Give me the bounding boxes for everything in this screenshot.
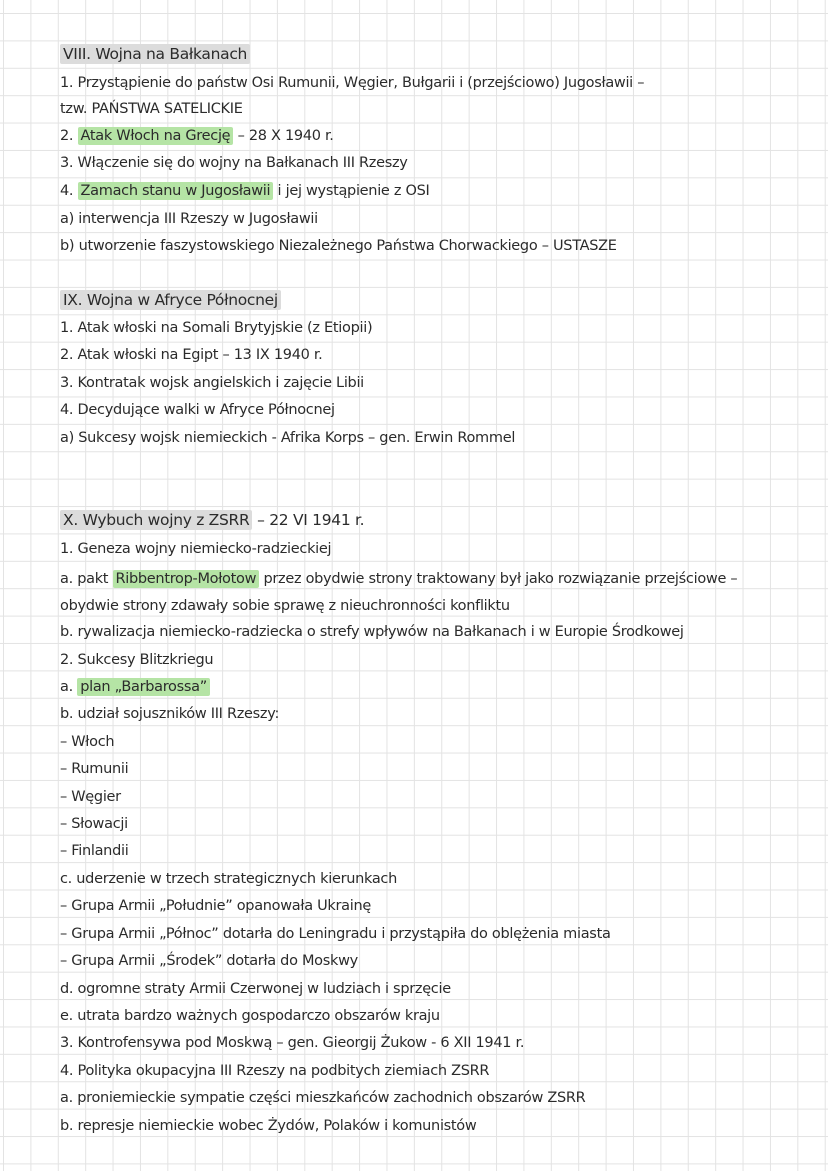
note-line: b. rywalizacja niemiecko-radziecka o strefy wpływów na Bałkanach i w Europie Środkowej [60,624,684,640]
note-line: a. plan „Barbarossa” [60,677,210,697]
note-line: 1. Przystąpienie do państw Osi Rumunii, Węgier, Bułgarii i (przejściowo) Jugosławii – [60,75,645,91]
section-heading-x: X. Wybuch wojny z ZSRR – 22 VI 1941 r. [60,510,364,530]
note-line: 3. Kontratak wojsk angielskich i zajęcie Libii [60,375,364,391]
note-line: – Finlandii [60,843,129,859]
note-line: b. udział sojuszników III Rzeszy: [60,706,280,722]
note-line: 2. Atak Włoch na Grecję – 28 X 1940 r. [60,128,334,144]
note-line: 1. Geneza wojny niemiecko-radzieckiej [60,541,332,557]
note-line: 4. Decydujące walki w Afryce Północnej [60,402,335,418]
note-line: – Grupa Armii „Północ” dotarła do Leningradu i przystąpiła do oblężenia miasta [60,926,611,942]
highlight: Atak Włoch na Grecję [78,127,234,145]
note-line: 1. Atak włoski na Somali Brytyjskie (z Etiopii) [60,320,373,336]
note-line: 2. Atak włoski na Egipt – 13 IX 1940 r. [60,347,323,363]
note-line: d. ogromne straty Armii Czerwonej w ludziach i sprzęcie [60,981,451,997]
note-line: tzw. PAŃSTWA SATELICKIE [60,101,243,117]
note-line: – Grupa Armii „Środek” dotarła do Moskwy [60,953,358,969]
highlight: Ribbentrop-Mołotow [113,570,260,588]
highlight: Zamach stanu w Jugosławii [78,182,274,200]
note-line: – Węgier [60,789,121,805]
note-line: – Słowacji [60,816,128,832]
note-line: – Włoch [60,734,115,750]
section-heading-viii: VIII. Wojna na Bałkanach [60,44,250,64]
note-line: – Rumunii [60,761,129,777]
note-line: b) utworzenie faszystowskiego Niezależnego Państwa Chorwackiego – USTASZE [60,238,617,254]
note-line: c. uderzenie w trzech strategicznych kierunkach [60,871,397,887]
note-line: 3. Włączenie się do wojny na Bałkanach III Rzeszy [60,155,408,171]
highlight: plan „Barbarossa” [77,678,210,696]
note-line: 2. Sukcesy Blitzkriegu [60,652,214,668]
note-line: – Grupa Armii „Południe” opanowała Ukrainę [60,898,372,914]
note-line: 4. Polityka okupacyjna III Rzeszy na podbitych ziemiach ZSRR [60,1063,490,1079]
note-line: 3. Kontrofensywa pod Moskwą – gen. Gieorgij Żukow - 6 XII 1941 r. [60,1035,525,1051]
note-line: a) interwencja III Rzeszy w Jugosławii [60,211,318,227]
note-line: e. utrata bardzo ważnych gospodarczo obszarów kraju [60,1008,440,1024]
note-line: a. proniemieckie sympatie części mieszkańców zachodnich obszarów ZSRR [60,1090,586,1106]
section-heading-ix: IX. Wojna w Afryce Północnej [60,290,281,310]
note-line: 4. Zamach stanu w Jugosławii i jej wystąpienie z OSI [60,183,430,199]
note-line: b. represje niemieckie wobec Żydów, Polaków i komunistów [60,1118,477,1134]
note-line: a) Sukcesy wojsk niemieckich - Afrika Korps – gen. Erwin Rommel [60,430,516,446]
note-line-wrapped: a. pakt Ribbentrop-Mołotow przez obydwie strony traktowany był jako rozwiązanie przejściowe – obydwie strony zdawały sobie sprawę z nieuchronności konfliktu [60,571,738,614]
